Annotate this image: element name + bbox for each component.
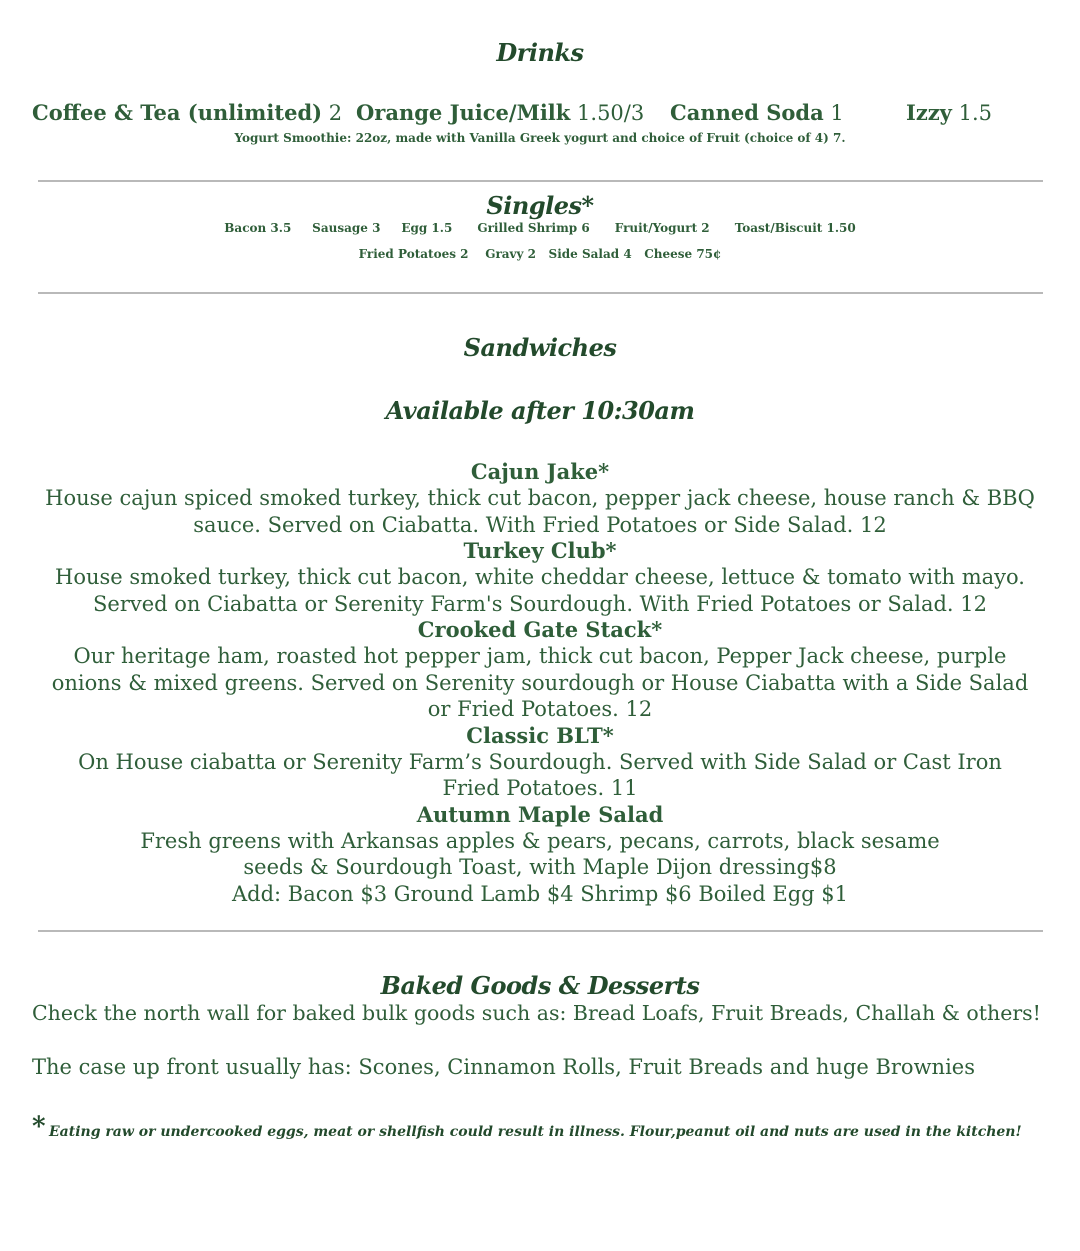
drink-item — [32, 100, 342, 125]
singles-line-1: Bacon 3.5 Sausage 3 Egg 1.5 Grilled Shrimp 6 Fruit/Yogurt 2 Toast/Biscuit 1.50 — [224, 221, 856, 235]
salad-addons: Add: Bacon $3 Ground Lamb $4 Shrimp $6 Boiled Egg $1 — [231, 881, 849, 906]
menu-item-title: Classic BLT* — [466, 722, 614, 748]
smoothie-line: Yogurt Smoothie: 22oz, made with Vanilla Greek yogurt and choice of Fruit (choice of 4) 7. — [234, 131, 846, 145]
baked-heading: Baked Goods & Desserts — [380, 971, 700, 1000]
drink-price: 1.50/3 — [577, 101, 645, 125]
sandwiches-subheading: Available after 10:30am — [385, 396, 695, 425]
menu-item-title: Crooked Gate Stack* — [417, 617, 663, 642]
drink-item — [670, 100, 844, 125]
drink-name: Canned Soda — [670, 100, 824, 125]
menu-item-description: House cajun spiced smoked turkey, thick cut bacon, pepper jack cheese, house ranch & BBQ sauce. Served on Ciabatta. With Fried Potatoes or Side Salad. 12 — [45, 486, 1035, 537]
baked-line-1: Check the north wall for baked bulk goods such as: Bread Loafs, Fruit Breads, Challah & others! — [32, 1001, 1041, 1025]
drinks-heading: Drinks — [496, 38, 584, 67]
divider — [38, 292, 1043, 294]
footer-note: Eating raw or undercooked eggs, meat or shellfish could result in illness. Flour,peanut oil and nuts are used in the kitchen! — [49, 1124, 1022, 1140]
drink-price: 1.5 — [958, 101, 992, 125]
footer-asterisk: * — [32, 1112, 46, 1142]
menu-item-description: House smoked turkey, thick cut bacon, white cheddar cheese, lettuce & tomato with mayo. Served on Ciabatta or Serenity Farm's Sourdough. With Fried Potatoes or Salad. 12 — [55, 565, 1025, 616]
drink-price: 2 — [328, 101, 343, 125]
menu-item-title: Turkey Club* — [463, 538, 617, 563]
menu-item-description: Fresh greens with Arkansas apples & pears, pecans, carrots, black sesame seeds & Sourdough Toast, with Maple Dijon dressing$8 — [140, 828, 940, 879]
drink-item — [356, 100, 644, 125]
singles-line-2: Fried Potatoes 2 Gravy 2 Side Salad 4 Cheese 75¢ — [358, 247, 722, 261]
drink-price: 1 — [830, 101, 844, 125]
drink-name: Izzy — [906, 100, 952, 125]
divider — [38, 930, 1043, 932]
menu-item-title: Cajun Jake* — [470, 459, 610, 484]
sandwiches-heading: Sandwiches — [463, 333, 617, 362]
divider — [38, 180, 1043, 182]
sandwich-list — [0, 459, 1080, 907]
drink-name: Orange Juice/Milk — [356, 100, 571, 125]
menu-item-title: Autumn Maple Salad — [416, 801, 664, 827]
menu-item-description: Our heritage ham, roasted hot pepper jam, thick cut bacon, Pepper Jack cheese, purple onions & mixed greens. Served on Serenity sourdough or House Ciabatta with a Side Salad or Fried Potatoes. 12 — [51, 644, 1029, 721]
menu-item-description: On House ciabatta or Serenity Farm’s Sourdough. Served with Side Salad or Cast Iron Fried Potatoes. 11 — [78, 749, 1002, 800]
baked-line-2: The case up front usually has: Scones, Cinnamon Rolls, Fruit Breads and huge Brownies — [32, 1055, 975, 1079]
drink-item — [906, 100, 992, 125]
drink-name: Coffee & Tea (unlimited) — [32, 100, 323, 125]
singles-heading: Singles* — [486, 191, 594, 220]
